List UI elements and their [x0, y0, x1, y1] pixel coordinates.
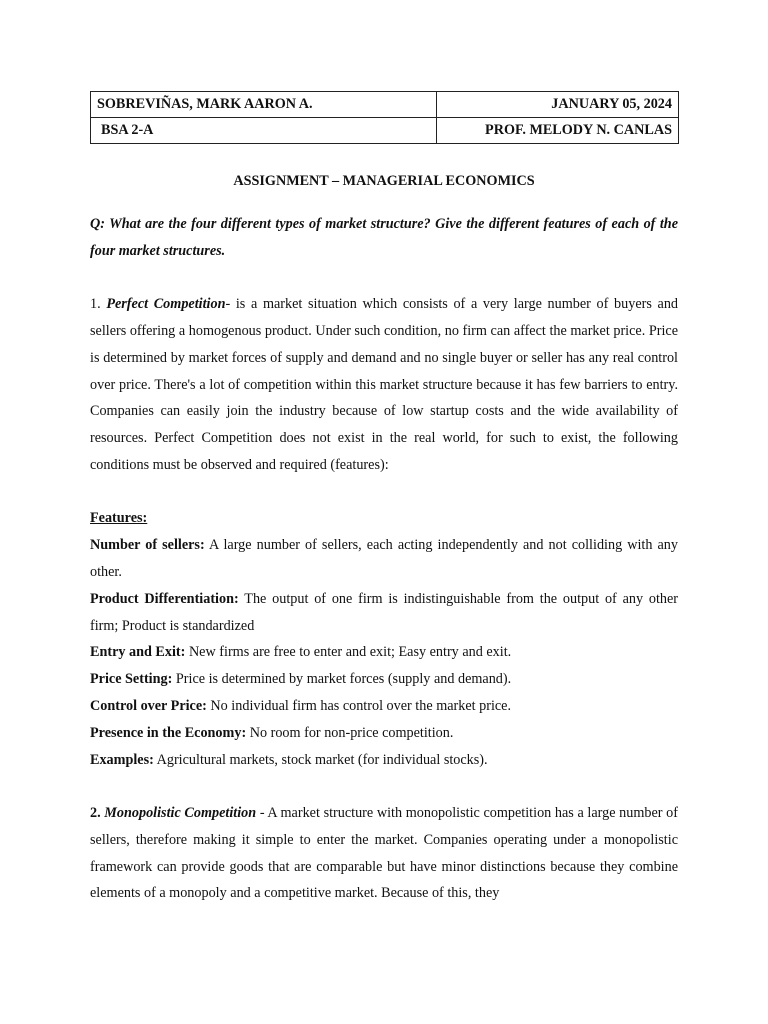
section-term: Perfect Competition — [106, 296, 226, 313]
question-text: Q: What are the four different types of market structure? Give the different features of each of the four market structures. — [90, 216, 678, 259]
document-content — [90, 91, 678, 907]
feature-label: Examples: — [90, 751, 154, 768]
feature-text: New firms are free to enter and exit; Easy entry and exit. — [188, 644, 512, 661]
section-monopolistic-competition — [90, 800, 678, 907]
section-body: - A market structure with monopolistic competition has a large number of sellers, therefore making it simple to enter the market. Companies operating under a monopolistic framework can provide goods that are comparable but have minor distinctions because they combine elements of a monopoly and a competitive market. Because of this, they — [90, 804, 678, 902]
section-number: 1. — [90, 296, 101, 313]
feature-item — [90, 720, 678, 747]
feature-text: Price is determined by market forces (supply and demand). — [175, 671, 512, 688]
class-section: BSA 2-A — [91, 118, 437, 144]
feature-label: Product Differentiation: — [90, 590, 239, 607]
feature-label: Price Setting: — [90, 671, 173, 688]
feature-item — [90, 639, 678, 666]
feature-text: A large number of sellers, each acting independently and not colliding with any other. — [90, 537, 678, 580]
feature-label: Presence in the Economy: — [90, 724, 247, 741]
assignment-title: ASSIGNMENT – MANAGERIAL ECONOMICS — [233, 173, 535, 189]
feature-text: Agricultural markets, stock market (for individual stocks). — [156, 751, 488, 768]
assignment-date: JANUARY 05, 2024 — [437, 92, 679, 118]
feature-text: The output of one firm is indistinguishable from the output of any other firm; Product is standardized — [90, 590, 679, 634]
section-body: - is a market situation which consists of a very large number of buyers and sellers offering a homogenous product. Under such condition, no firm can affect the market price. Price is determined by market forces of supply and demand and no single buyer or seller has any real control over price. There's a lot of competition within this market structure because it has few barriers to entry. Companies can easily join the industry because of low startup costs and the wide availability of resources. Perfect Competition does not exist in the real world, for such to exist, the following conditions must be observed and required (features): — [90, 296, 679, 473]
feature-item — [90, 666, 678, 693]
header-table — [90, 91, 679, 144]
student-name: SOBREVIÑAS, MARK AARON A. — [91, 92, 437, 118]
professor-name: PROF. MELODY N. CANLAS — [437, 118, 679, 144]
feature-item — [90, 532, 678, 586]
feature-item — [90, 586, 678, 640]
section-perfect-competition — [90, 291, 678, 479]
feature-text: No individual firm has control over the market price. — [210, 697, 512, 714]
feature-label: Entry and Exit: — [90, 644, 186, 661]
feature-item — [90, 747, 678, 774]
header-row — [91, 92, 679, 118]
feature-label: Control over Price: — [90, 697, 207, 714]
feature-text: No room for non-price competition. — [249, 724, 454, 741]
section-term: Monopolistic Competition — [104, 804, 257, 821]
header-row — [91, 118, 679, 144]
features-block — [90, 505, 678, 532]
feature-item — [90, 693, 678, 720]
features-heading: Features: — [90, 510, 148, 527]
feature-label: Number of sellers: — [90, 537, 205, 554]
section-number: 2. — [90, 804, 101, 821]
